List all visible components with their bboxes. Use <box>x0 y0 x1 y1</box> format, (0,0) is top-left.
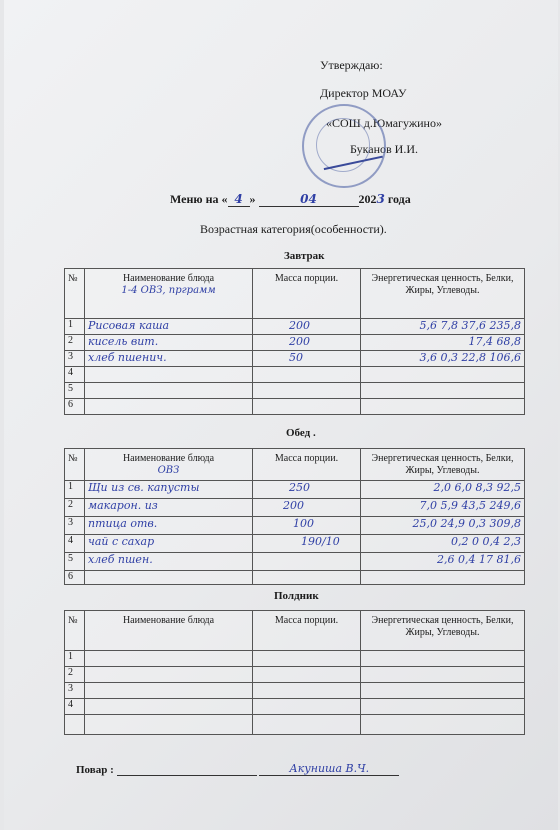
dish-name: макарон. из <box>85 499 253 517</box>
menu-year-digit: 3 <box>376 192 385 206</box>
table-row-blank <box>65 715 525 735</box>
col-name: Наименование блюда <box>85 611 253 651</box>
dish-energy: 17,4 68,8 <box>361 335 525 351</box>
lunch-note: ОВЗ <box>157 465 180 476</box>
row-num: 4 <box>65 699 85 715</box>
dish-mass: 100 <box>253 517 361 535</box>
row-num: 3 <box>65 683 85 699</box>
dish-name: кисель вит. <box>85 335 253 351</box>
breakfast-note: 1-4 ОВЗ, прграмм <box>121 285 216 296</box>
lunch-header-row <box>65 449 525 481</box>
dish-mass <box>253 683 361 699</box>
menu-prefix: Меню на « <box>170 192 228 206</box>
blank-cell <box>65 715 85 735</box>
dish-mass: 200 <box>253 335 361 351</box>
breakfast-table <box>64 268 525 415</box>
dish-name <box>85 667 253 683</box>
dish-mass <box>253 399 361 415</box>
col-num: № <box>65 269 85 319</box>
row-num: 4 <box>65 367 85 383</box>
table-row <box>65 553 525 571</box>
dish-energy <box>361 683 525 699</box>
table-row <box>65 481 525 499</box>
dish-name <box>85 699 253 715</box>
dish-name <box>85 683 253 699</box>
col-energy: Энергетическая ценность, Белки, Жиры, Углеводы. <box>361 449 525 481</box>
approval-line-3: «СОШ д.Юмагужино» <box>326 116 442 130</box>
table-row <box>65 399 525 415</box>
age-category: Возрастная категория(особенности). <box>200 222 387 236</box>
dish-energy <box>361 367 525 383</box>
dish-energy: 0,2 0 0,4 2,3 <box>361 535 525 553</box>
row-num: 3 <box>65 517 85 535</box>
dish-energy <box>361 667 525 683</box>
row-num: 3 <box>65 351 85 367</box>
menu-mid: » <box>249 192 256 206</box>
row-num: 5 <box>65 553 85 571</box>
document-page <box>4 0 558 830</box>
dish-mass <box>253 383 361 399</box>
dish-mass <box>253 651 361 667</box>
dish-energy: 25,0 24,9 0,3 309,8 <box>361 517 525 535</box>
cook-label: Повар : <box>76 764 114 776</box>
dish-name: птица отв. <box>85 517 253 535</box>
col-num: № <box>65 449 85 481</box>
snack-header-row <box>65 611 525 651</box>
dish-name: чай с сахар <box>85 535 253 553</box>
menu-month: 04 <box>259 192 359 207</box>
cook-name: Акуниша В.Ч. <box>259 762 399 776</box>
menu-year-prefix: 202 <box>358 192 377 206</box>
dish-energy: 5,6 7,8 37,6 235,8 <box>361 319 525 335</box>
dish-name: Щи из св. капусты <box>85 481 253 499</box>
table-row <box>65 571 525 585</box>
col-name-label: Наименование блюда <box>122 273 215 284</box>
dish-energy <box>361 383 525 399</box>
table-row <box>65 651 525 667</box>
approval-line-1: Утверждаю: <box>320 58 383 72</box>
dish-name: хлеб пшен. <box>85 553 253 571</box>
lunch-title: Обед . <box>286 427 316 439</box>
dish-name <box>85 383 253 399</box>
table-row <box>65 319 525 335</box>
breakfast-title: Завтрак <box>284 250 325 262</box>
dish-mass: 190/10 <box>253 535 361 553</box>
row-num: 2 <box>65 667 85 683</box>
row-num: 6 <box>65 399 85 415</box>
dish-name <box>85 571 253 585</box>
dish-mass <box>253 367 361 383</box>
dish-mass <box>253 553 361 571</box>
col-num: № <box>65 611 85 651</box>
row-num: 1 <box>65 481 85 499</box>
dish-name: хлеб пшенич. <box>85 351 253 367</box>
cook-signature-line <box>117 763 257 776</box>
dish-name <box>85 399 253 415</box>
snack-title: Полдник <box>274 590 319 602</box>
dish-name: Рисовая каша <box>85 319 253 335</box>
dish-energy: 2,6 0,4 17 81,6 <box>361 553 525 571</box>
row-num: 1 <box>65 319 85 335</box>
approval-line-2: Директор МОАУ <box>320 86 407 100</box>
col-mass: Масса порции. <box>253 611 361 651</box>
col-name-label: Наименование блюда <box>122 453 215 464</box>
table-row <box>65 517 525 535</box>
lunch-table <box>64 448 525 585</box>
dish-energy <box>361 651 525 667</box>
dish-mass: 200 <box>253 319 361 335</box>
row-num: 2 <box>65 499 85 517</box>
dish-energy: 3,6 0,3 22,8 106,6 <box>361 351 525 367</box>
table-row <box>65 683 525 699</box>
blank-cell <box>361 715 525 735</box>
dish-energy: 7,0 5,9 43,5 249,6 <box>361 499 525 517</box>
table-row <box>65 499 525 517</box>
menu-date-line <box>170 192 411 207</box>
row-num: 1 <box>65 651 85 667</box>
col-energy: Энергетическая ценность, Белки, Жиры, Углеводы. <box>361 611 525 651</box>
row-num: 6 <box>65 571 85 585</box>
table-row <box>65 351 525 367</box>
dish-mass: 250 <box>253 481 361 499</box>
table-row <box>65 367 525 383</box>
cook-line <box>76 762 399 776</box>
table-row <box>65 535 525 553</box>
dish-mass: 50 <box>253 351 361 367</box>
breakfast-header-row <box>65 269 525 319</box>
dish-mass <box>253 571 361 585</box>
dish-name <box>85 651 253 667</box>
dish-energy <box>361 399 525 415</box>
row-num: 4 <box>65 535 85 553</box>
menu-day: 4 <box>228 192 250 207</box>
col-name <box>85 449 253 481</box>
table-row <box>65 383 525 399</box>
approval-line-4: Буканов И.И. <box>350 142 418 156</box>
table-row <box>65 335 525 351</box>
dish-energy <box>361 571 525 585</box>
dish-name <box>85 367 253 383</box>
dish-energy <box>361 699 525 715</box>
table-row <box>65 699 525 715</box>
row-num: 2 <box>65 335 85 351</box>
col-mass: Масса порции. <box>253 269 361 319</box>
dish-energy: 2,0 6,0 8,3 92,5 <box>361 481 525 499</box>
col-mass: Масса порции. <box>253 449 361 481</box>
snack-table <box>64 610 525 735</box>
row-num: 5 <box>65 383 85 399</box>
dish-mass <box>253 699 361 715</box>
dish-mass <box>253 667 361 683</box>
blank-cell <box>85 715 253 735</box>
menu-suffix: года <box>387 192 411 206</box>
table-row <box>65 667 525 683</box>
col-name <box>85 269 253 319</box>
dish-mass: 200 <box>253 499 361 517</box>
blank-cell <box>253 715 361 735</box>
col-energy: Энергетическая ценность, Белки, Жиры, Углеводы. <box>361 269 525 319</box>
